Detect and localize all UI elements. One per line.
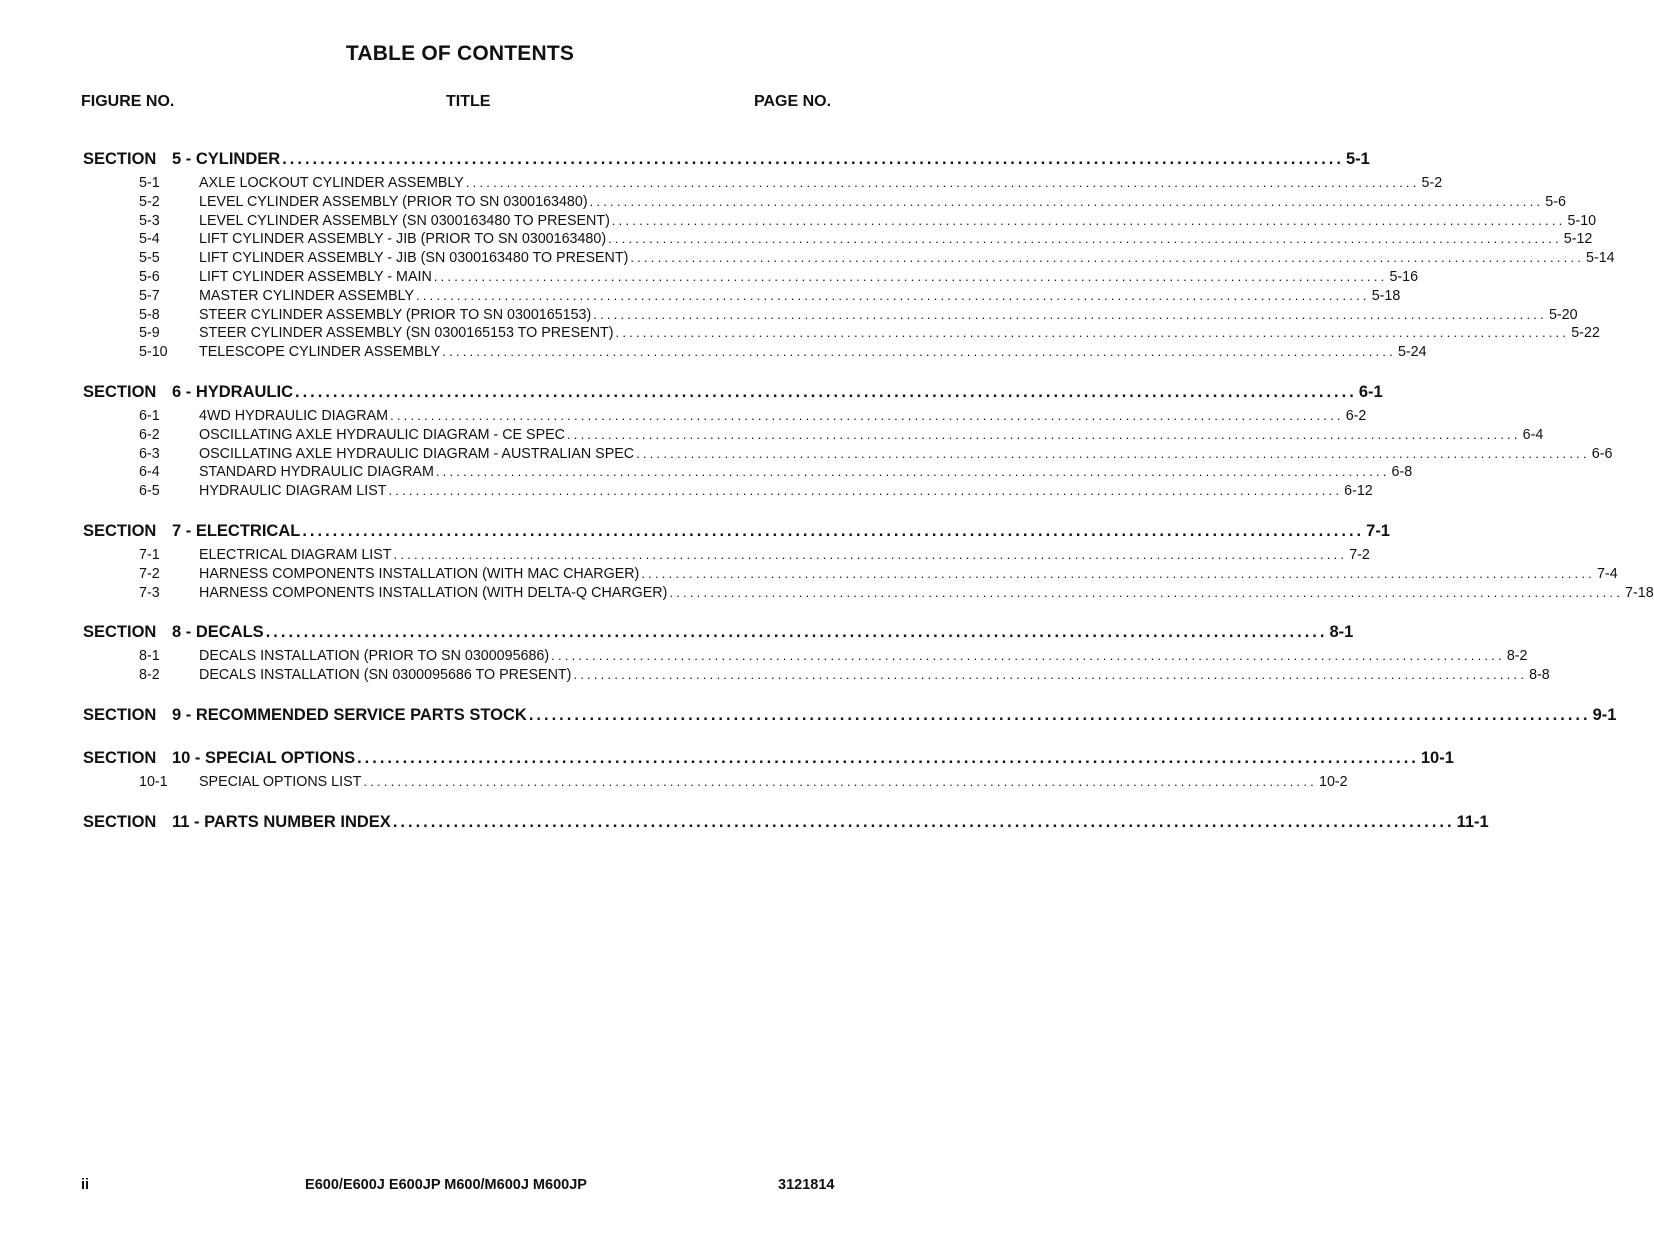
- figure-title: OSCILLATING AXLE HYDRAULIC DIAGRAM - AUSTRALIAN SPEC: [199, 445, 635, 462]
- toc-section: [83, 748, 1454, 793]
- page-no-header: PAGE NO.: [754, 93, 832, 110]
- figure-title: LIFT CYLINDER ASSEMBLY - JIB (PRIOR TO SN 0300163480): [199, 231, 607, 248]
- figure-number: 5-6: [139, 268, 160, 285]
- section-page-number: 10-1: [1420, 748, 1454, 767]
- figure-page-number: 6-6: [1591, 445, 1613, 462]
- section-heading-row[interactable]: [83, 748, 1454, 772]
- figure-page-number: 5-22: [1571, 325, 1600, 342]
- section-heading-row[interactable]: [83, 521, 1390, 545]
- dot-leader: ............................................................................................................................................: [630, 250, 1585, 266]
- dot-leader: ............................................................................................................................................: [465, 175, 1420, 190]
- figure-page-number: 7-4: [1596, 565, 1618, 582]
- figure-number: 5-2: [139, 193, 160, 210]
- dot-leader: ............................................................................................................................................: [608, 231, 1562, 247]
- toc-entry[interactable]: [139, 483, 1373, 502]
- figure-title: OSCILLATING AXLE HYDRAULIC DIAGRAM - CE SPEC: [199, 426, 565, 443]
- section-heading-row[interactable]: [83, 812, 1489, 836]
- figure-title: HARNESS COMPONENTS INSTALLATION (WITH MAC CHARGER): [199, 565, 640, 582]
- figure-page-number: 5-10: [1567, 212, 1597, 229]
- section-title: 9 - RECOMMENDED SERVICE PARTS STOCK: [172, 705, 527, 724]
- toc-section: [83, 521, 1654, 603]
- section-page-number: 7-1: [1366, 521, 1390, 540]
- figure-number: 5-4: [139, 231, 160, 248]
- section-title: 10 - SPECIAL OPTIONS: [172, 748, 356, 767]
- dot-leader: ............................................................................................................................................: [433, 268, 1388, 284]
- dot-leader: ............................................................................................................................................: [528, 705, 1591, 724]
- figure-title: DECALS INSTALLATION (PRIOR TO SN 0300095686): [199, 648, 550, 665]
- figure-number: 10-1: [139, 773, 168, 790]
- figure-page-number: 8-2: [1506, 648, 1528, 665]
- toc-section: [83, 812, 1489, 836]
- section-page-number: 6-1: [1358, 382, 1383, 401]
- figure-number: 7-1: [139, 546, 160, 563]
- figure-page-number: 5-6: [1545, 193, 1566, 210]
- toc-entry[interactable]: [139, 445, 1613, 465]
- dot-leader: ............................................................................................................................................: [302, 521, 1365, 540]
- toc-section: [83, 150, 1615, 363]
- dot-leader: ............................................................................................................................................: [573, 667, 1528, 683]
- dot-leader: ............................................................................................................................................: [435, 464, 1390, 480]
- toc-entry[interactable]: [139, 325, 1600, 344]
- figure-number: 6-2: [139, 426, 160, 443]
- figure-page-number: 5-16: [1389, 268, 1419, 285]
- figure-page-number: 10-2: [1319, 773, 1348, 790]
- figure-title: LEVEL CYLINDER ASSEMBLY (SN 0300163480 TO PRESENT): [199, 212, 610, 229]
- toc-entry[interactable]: [139, 407, 1367, 427]
- figure-page-number: 5-14: [1586, 250, 1615, 267]
- toc-entry[interactable]: [139, 546, 1370, 566]
- dot-leader: ............................................................................................................................................: [636, 445, 1590, 461]
- figure-number: 5-8: [139, 306, 160, 323]
- figure-title: DECALS INSTALLATION (SN 0300095686 TO PRESENT): [199, 667, 572, 684]
- section-title: 6 - HYDRAULIC: [172, 382, 294, 401]
- figure-title: LIFT CYLINDER ASSEMBLY - MAIN: [199, 268, 432, 285]
- dot-leader: ............................................................................................................................................: [265, 623, 1328, 642]
- dot-leader: ............................................................................................................................................: [363, 773, 1317, 789]
- figure-page-number: 5-20: [1548, 306, 1578, 323]
- dot-leader: ............................................................................................................................................: [390, 407, 1344, 423]
- dot-leader: ............................................................................................................................................: [393, 546, 1348, 562]
- toc-entry[interactable]: [139, 212, 1597, 232]
- figure-title: STANDARD HYDRAULIC DIAGRAM: [199, 464, 434, 481]
- figure-page-number: 6-8: [1391, 464, 1413, 481]
- figure-page-number: 7-18: [1625, 584, 1654, 601]
- figure-page-number: 6-4: [1522, 426, 1544, 443]
- dot-leader: ............................................................................................................................................: [357, 748, 1419, 767]
- figure-title: LEVEL CYLINDER ASSEMBLY (PRIOR TO SN 0300163480): [199, 193, 588, 210]
- section-label: SECTION: [83, 748, 157, 767]
- figure-number: 6-5: [139, 483, 160, 500]
- figure-title: TELESCOPE CYLINDER ASSEMBLY: [199, 344, 441, 361]
- figure-title: MASTER CYLINDER ASSEMBLY: [199, 287, 415, 304]
- dot-leader: ............................................................................................................................................: [282, 150, 1344, 168]
- toc-entry[interactable]: [139, 306, 1578, 326]
- figure-page-number: 6-12: [1344, 483, 1373, 500]
- dot-leader: ............................................................................................................................................: [295, 382, 1357, 401]
- toc-entry[interactable]: [139, 773, 1348, 793]
- figure-number: 7-2: [139, 565, 160, 582]
- section-label: SECTION: [83, 623, 157, 642]
- figure-page-number: 6-2: [1345, 407, 1367, 424]
- dot-leader: ............................................................................................................................................: [388, 483, 1343, 499]
- figure-number: 8-1: [139, 648, 160, 665]
- toc-entry[interactable]: [139, 667, 1550, 686]
- dot-leader: ............................................................................................................................................: [669, 584, 1624, 600]
- figure-number: 5-10: [139, 344, 168, 361]
- toc-section: [83, 382, 1613, 502]
- section-label: SECTION: [83, 705, 157, 724]
- section-label: SECTION: [83, 150, 157, 168]
- toc-section: [83, 623, 1550, 686]
- dot-leader: ............................................................................................................................................: [551, 648, 1505, 664]
- footer-page-number: ii: [81, 1177, 90, 1193]
- section-heading-row[interactable]: [83, 705, 1617, 729]
- toc-entry[interactable]: [139, 231, 1593, 250]
- toc-section: [83, 705, 1617, 729]
- dot-leader: ............................................................................................................................................: [392, 812, 1455, 831]
- figure-page-number: 5-18: [1371, 287, 1401, 304]
- dot-leader: ............................................................................................................................................: [566, 426, 1521, 442]
- figure-title: HYDRAULIC DIAGRAM LIST: [199, 483, 387, 500]
- dot-leader: ............................................................................................................................................: [615, 325, 1570, 341]
- dot-leader: ............................................................................................................................................: [593, 306, 1547, 322]
- figure-title: HARNESS COMPONENTS INSTALLATION (WITH DELTA-Q CHARGER): [199, 584, 668, 601]
- section-page-number: 11-1: [1456, 812, 1489, 831]
- section-title: 11 - PARTS NUMBER INDEX: [172, 812, 391, 831]
- dot-leader: ............................................................................................................................................: [611, 212, 1566, 228]
- figure-no-header: FIGURE NO.: [81, 93, 175, 110]
- toc-entry[interactable]: [139, 584, 1654, 604]
- figure-number: 5-1: [139, 175, 160, 191]
- figure-title: AXLE LOCKOUT CYLINDER ASSEMBLY: [199, 175, 464, 191]
- figure-number: 5-3: [139, 212, 160, 229]
- figure-page-number: 7-2: [1349, 546, 1370, 563]
- section-label: SECTION: [83, 812, 157, 831]
- section-page-number: 8-1: [1329, 623, 1354, 642]
- toc-entry[interactable]: [139, 648, 1528, 667]
- dot-leader: ............................................................................................................................................: [442, 344, 1396, 360]
- figure-page-number: 5-24: [1397, 344, 1427, 361]
- table-of-contents: [83, 150, 1654, 856]
- section-page-number: 5-1: [1345, 150, 1370, 168]
- dot-leader: ............................................................................................................................................: [416, 287, 1370, 303]
- figure-title: STEER CYLINDER ASSEMBLY (PRIOR TO SN 0300165153): [199, 306, 592, 323]
- dot-leader: ............................................................................................................................................: [589, 193, 1544, 209]
- section-title: 8 - DECALS: [172, 623, 264, 642]
- toc-entry[interactable]: [139, 565, 1618, 585]
- figure-title: STEER CYLINDER ASSEMBLY (SN 0300165153 TO PRESENT): [199, 325, 614, 342]
- figure-number: 6-3: [139, 445, 160, 462]
- title-header: TITLE: [446, 93, 491, 110]
- section-label: SECTION: [83, 382, 157, 401]
- section-label: SECTION: [83, 521, 157, 540]
- figure-title: SPECIAL OPTIONS LIST: [199, 773, 362, 790]
- footer-model-list: E600/E600J E600JP M600/M600J M600JP: [305, 1177, 587, 1193]
- figure-number: 6-1: [139, 407, 160, 424]
- figure-title: 4WD HYDRAULIC DIAGRAM: [199, 407, 389, 424]
- figure-number: 5-9: [139, 325, 160, 342]
- toc-entry[interactable]: [139, 426, 1544, 446]
- toc-entry[interactable]: [139, 268, 1419, 288]
- figure-number: 5-5: [139, 250, 160, 267]
- section-heading-row[interactable]: [83, 623, 1354, 646]
- figure-page-number: 8-8: [1529, 667, 1550, 684]
- page-title: TABLE OF CONTENTS: [345, 42, 575, 65]
- toc-entry[interactable]: [139, 175, 1443, 194]
- figure-page-number: 5-2: [1421, 175, 1443, 191]
- toc-entry[interactable]: [139, 193, 1566, 213]
- section-heading-row[interactable]: [83, 382, 1383, 406]
- section-title: 5 - CYLINDER: [172, 150, 281, 168]
- figure-number: 7-3: [139, 584, 160, 601]
- toc-entry[interactable]: [139, 344, 1427, 363]
- figure-number: 6-4: [139, 464, 160, 481]
- section-heading-row[interactable]: [83, 150, 1370, 173]
- figure-page-number: 5-12: [1563, 231, 1593, 248]
- figure-number: 5-7: [139, 287, 160, 304]
- toc-entry[interactable]: [139, 250, 1615, 269]
- toc-entry[interactable]: [139, 287, 1401, 307]
- section-title: 7 - ELECTRICAL: [172, 521, 301, 540]
- figure-number: 8-2: [139, 667, 160, 684]
- footer-document-number: 3121814: [778, 1177, 835, 1193]
- figure-title: LIFT CYLINDER ASSEMBLY - JIB (SN 0300163480 TO PRESENT): [199, 250, 629, 267]
- toc-entry[interactable]: [139, 464, 1413, 483]
- dot-leader: ............................................................................................................................................: [641, 565, 1595, 581]
- figure-title: ELECTRICAL DIAGRAM LIST: [199, 546, 392, 563]
- section-page-number: 9-1: [1592, 705, 1617, 724]
